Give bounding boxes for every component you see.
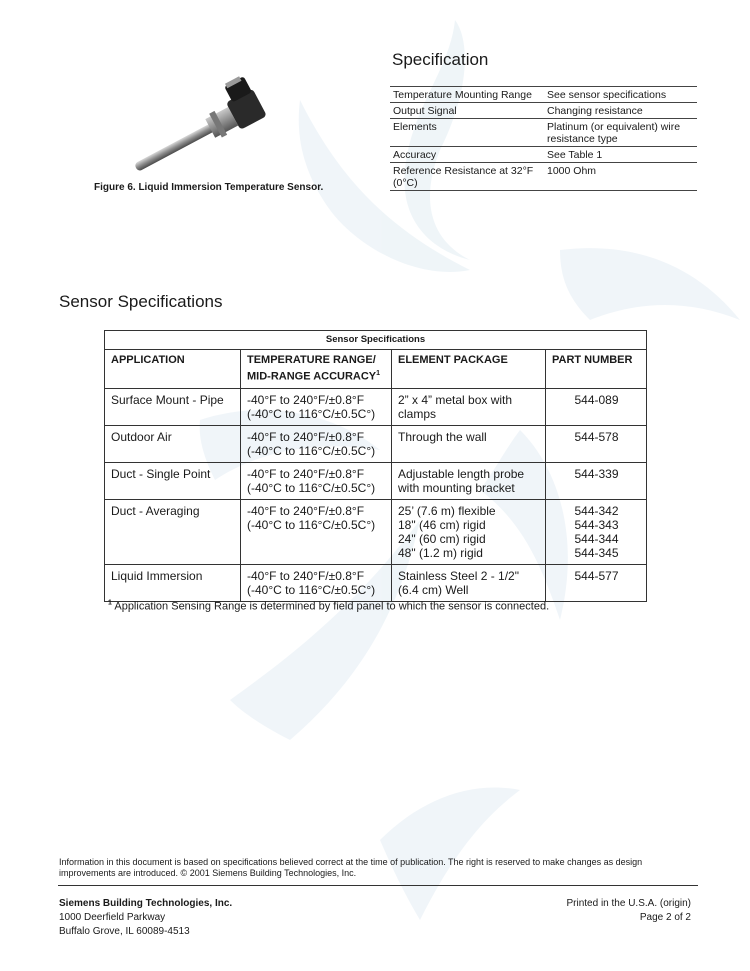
table-row bbox=[105, 462, 647, 499]
spec-row bbox=[390, 87, 697, 103]
table-row bbox=[105, 425, 647, 462]
cell-part-number: 544-342 544-343 544-344 544-345 bbox=[546, 499, 647, 564]
sensor-photo bbox=[120, 72, 280, 172]
sensor-specifications-heading: Sensor Specifications bbox=[59, 292, 223, 311]
cell-part-number: 544-578 bbox=[546, 425, 647, 462]
footer-divider bbox=[58, 885, 698, 886]
spec-value: Changing resistance bbox=[544, 103, 697, 119]
cell-temperature-range: -40°F to 240°F/±0.8°F (-40°C to 116°C/±0.5C°) bbox=[241, 388, 392, 425]
printed-in: Printed in the U.S.A. (origin) bbox=[566, 898, 691, 909]
table-row bbox=[105, 564, 647, 601]
address-line-1: 1000 Deerfield Parkway bbox=[59, 912, 166, 923]
spec-value: 1000 Ohm bbox=[544, 163, 697, 191]
print-info bbox=[567, 897, 692, 925]
cell-part-number: 544-339 bbox=[546, 462, 647, 499]
cell-element-package: Adjustable length probe with mounting bracket bbox=[392, 462, 546, 499]
specification-table bbox=[390, 86, 697, 191]
spec-value: See sensor specifications bbox=[544, 87, 697, 103]
address-line-2: Buffalo Grove, IL 60089-4513 bbox=[59, 926, 190, 937]
spec-key: Accuracy bbox=[390, 147, 544, 163]
page-number: Page 2 of 2 bbox=[639, 912, 691, 923]
company-name: Siemens Building Technologies, Inc. bbox=[59, 898, 233, 909]
company-block bbox=[59, 897, 232, 939]
cell-temperature-range: -40°F to 240°F/±0.8°F (-40°C to 116°C/±0.5C°) bbox=[241, 499, 392, 564]
cell-element-package: Stainless Steel 2 - 1/2" (6.4 cm) Well bbox=[392, 564, 546, 601]
cell-temperature-range: -40°F to 240°F/±0.8°F (-40°C to 116°C/±0.5C°) bbox=[241, 425, 392, 462]
table-row bbox=[105, 499, 647, 564]
cell-temperature-range: -40°F to 240°F/±0.8°F (-40°C to 116°C/±0.5C°) bbox=[241, 462, 392, 499]
figure-caption: Figure 6. Liquid Immersion Temperature Sensor. bbox=[94, 182, 324, 193]
specification-title: Specification bbox=[392, 50, 489, 69]
cell-application: Outdoor Air bbox=[105, 425, 241, 462]
cell-temperature-range: -40°F to 240°F/±0.8°F (-40°C to 116°C/±0.5C°) bbox=[241, 564, 392, 601]
spec-row bbox=[390, 119, 697, 147]
cell-application: Duct - Single Point bbox=[105, 462, 241, 499]
spec-value: See Table 1 bbox=[544, 147, 697, 163]
sensor-specifications-table bbox=[104, 330, 647, 602]
spec-key: Reference Resistance at 32°F (0°C) bbox=[390, 163, 544, 191]
cell-application: Duct - Averaging bbox=[105, 499, 241, 564]
cell-application: Liquid Immersion bbox=[105, 564, 241, 601]
spec-key: Temperature Mounting Range bbox=[390, 87, 544, 103]
spec-value: Platinum (or equivalent) wire resistance type bbox=[544, 119, 697, 147]
spec-row bbox=[390, 103, 697, 119]
cell-application: Surface Mount - Pipe bbox=[105, 388, 241, 425]
disclaimer: Information in this document is based on specifications believed correct at the time of publication. The right is reserved to make changes as design improvements are introduced. © 2001 Siemens Building Technologies, Inc. bbox=[59, 857, 643, 878]
cell-element-package: Through the wall bbox=[392, 425, 546, 462]
spec-row bbox=[390, 147, 697, 163]
cell-element-package: 25’ (7.6 m) flexible 18" (46 cm) rigid 24" (60 cm) rigid 48" (1.2 m) rigid bbox=[392, 499, 546, 564]
cell-part-number: 544-577 bbox=[546, 564, 647, 601]
cell-part-number: 544-089 bbox=[546, 388, 647, 425]
cell-element-package: 2” x 4” metal box with clamps bbox=[392, 388, 546, 425]
header-element-package: ELEMENT PACKAGE bbox=[392, 350, 546, 389]
header-temperature-range: TEMPERATURE RANGE/ MID-RANGE ACCURACY$^1$ bbox=[241, 350, 392, 389]
header-application: APPLICATION bbox=[105, 350, 241, 389]
spec-key: Output Signal bbox=[390, 103, 544, 119]
spec-key: Elements bbox=[390, 119, 544, 147]
table-caption: Sensor Specifications bbox=[105, 331, 647, 350]
spec-row bbox=[390, 163, 697, 191]
header-part-number: PART NUMBER bbox=[546, 350, 647, 389]
table-row bbox=[105, 388, 647, 425]
footnote: $^1$ Application Sensing Range is determined by field panel to which the sensor is connected. bbox=[108, 600, 550, 613]
